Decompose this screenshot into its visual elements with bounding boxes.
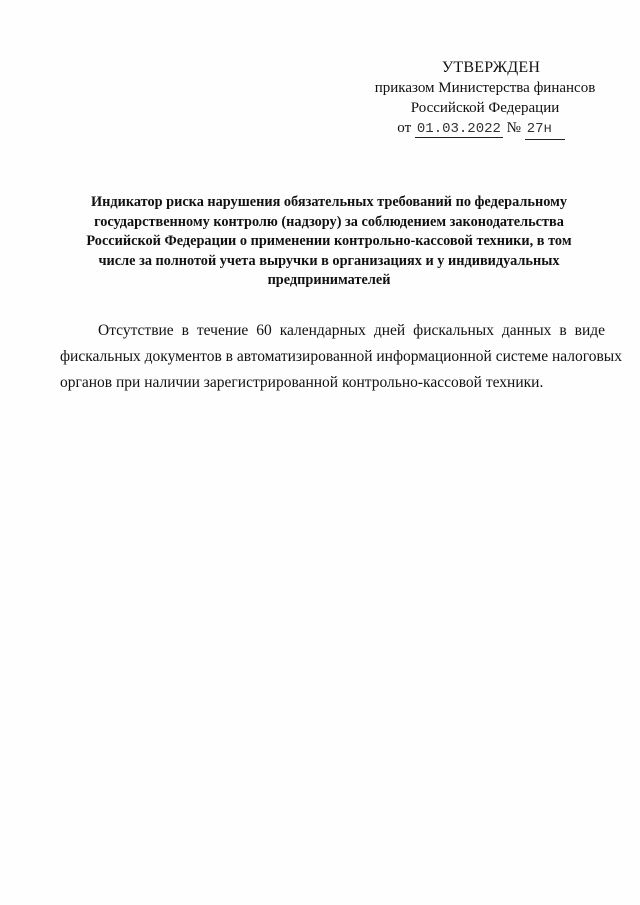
- approval-date-line: [352, 118, 610, 140]
- title-line: государственному контролю (надзору) за соблюдением законодательства: [94, 213, 564, 230]
- order-date: 01.03.2022: [416, 121, 501, 137]
- body-line: органов при наличии зарегистрированной контрольно-кассовой техники.: [60, 374, 544, 391]
- approval-ministry-line: Российской Федерации: [410, 100, 560, 116]
- document-title: [60, 193, 598, 291]
- order-number: 27н: [525, 119, 565, 140]
- title-line: Российской Федерации о применении контрольно-кассовой техники, в том: [86, 233, 572, 249]
- date-prefix: от: [397, 120, 412, 136]
- approval-order-line: приказом Министерства финансов: [374, 80, 596, 96]
- body-paragraph: [60, 318, 622, 396]
- title-line: Индикатор риска нарушения обязательных требований по федеральному: [91, 194, 567, 210]
- title-line: числе за полнотой учета выручки в организациях и у индивидуальных: [98, 252, 560, 269]
- approval-heading: УТВЕРЖДЕН: [441, 59, 541, 76]
- number-prefix: №: [506, 120, 521, 136]
- approval-stamp: [360, 58, 610, 140]
- title-line: предпринимателей: [267, 272, 391, 288]
- body-line: фискальных документов в автоматизированной информационной системе налоговых: [60, 348, 622, 365]
- body-line: Отсутствие в течение 60 календарных дней фискальных данных в виде: [98, 322, 605, 339]
